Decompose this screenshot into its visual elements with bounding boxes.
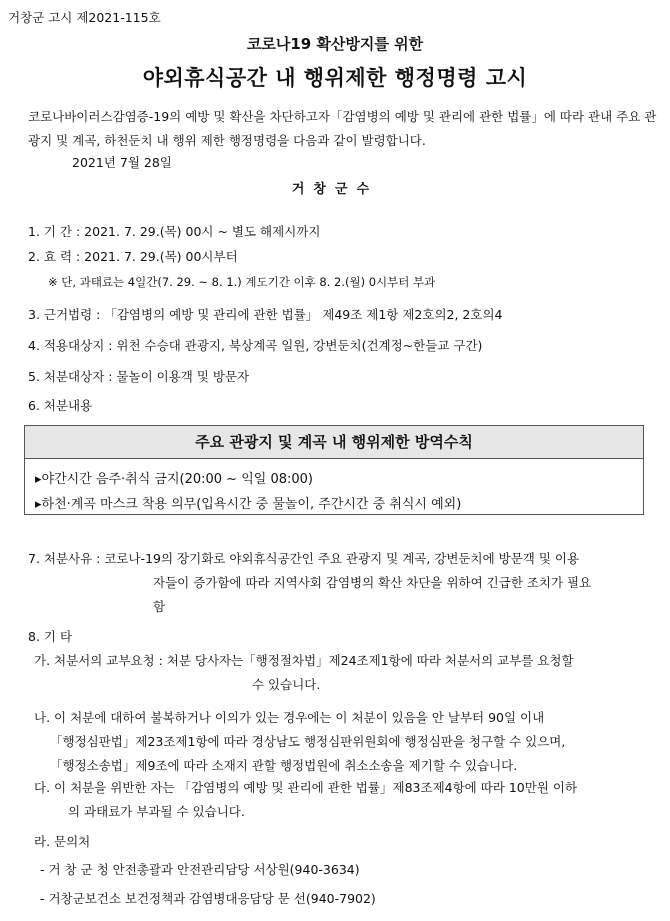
reason-line-2: 자들이 증가함에 따라 지역사회 감염병의 확산 차단을 위하여 긴급한 조치가 필요 — [153, 575, 592, 590]
notice-title: 야외휴식공간 내 행위제한 행정명령 고시 — [142, 66, 528, 90]
rule-item-night-ban: ▸야간시간 음주·취식 금지(20:00 ~ 익일 08:00) — [35, 472, 313, 487]
other-ga — [34, 649, 664, 697]
contact-line-2: - 거창군보건소 보건정책과 감염병대응담당 문 선(940-7902) — [40, 891, 376, 906]
other-na-line-2: 「행정심판법」제23조제1항에 따라 경상남도 행정심판위원회에 행정심판을 청구할 수 있으며, — [50, 734, 566, 749]
reason-line-3: 함 — [153, 599, 166, 614]
rule-item-mask: ▸하천·계곡 마스크 착용 의무(입욕시간 중 물놀이, 주간시간 중 취식시 예외) — [35, 497, 462, 512]
item-reason — [28, 547, 658, 619]
item-content-label: 6. 처분내용 — [28, 398, 93, 413]
other-da-line-1: 다. 이 처분을 위반한 자는 「감염병의 예방 및 관리에 관한 법률」제83조제4항에 따라 10만원 이하 — [34, 780, 578, 795]
notice-number: 거창군 고시 제2021-115호 — [8, 10, 161, 25]
other-na — [34, 706, 664, 778]
rules-box — [24, 425, 644, 515]
issuer-name: 거창군수 — [291, 182, 379, 197]
item-target-people: 5. 처분대상자 : 물놀이 이용객 및 방문자 — [28, 369, 250, 384]
other-ga-line-2: 수 있습니다. — [252, 677, 321, 692]
item-period: 1. 기 간 : 2021. 7. 29.(목) 00시 ~ 별도 해제시까지 — [28, 224, 321, 239]
other-da — [34, 776, 664, 824]
other-ga-line-1: 가. 처분서의 교부요청 : 처분 당사자는「행정절차법」제24조제1항에 따라 처분서의 교부를 요청할 — [34, 653, 574, 668]
other-na-line-3: 「행정소송법」제9조에 따라 소재지 관할 행정법원에 취소소송을 제기할 수 있습니다. — [50, 758, 518, 773]
item-other-label: 8. 기 타 — [28, 629, 73, 644]
intro-paragraph: 코로나바이러스감염증-19의 예방 및 확산을 차단하고자「감염병의 예방 및 관리에 관한 법률」에 따라 관내 주요 관광지 및 계곡, 하천둔치 내 행위 제한 행정명령을 다음과 같이 발령합니다. — [28, 109, 657, 148]
item-legal-basis: 3. 근거법령 : 「감염병의 예방 및 관리에 관한 법률」 제49조 제1항 제2호의2, 2호의4 — [28, 307, 503, 322]
item-effective: 2. 효 력 : 2021. 7. 29.(목) 00시부터 — [28, 249, 238, 264]
item-target-area: 4. 적용대상지 : 위천 수승대 관광지, 북상계곡 일원, 강변둔치(건계정~한들교 구간) — [28, 338, 483, 353]
other-na-line-1: 나. 이 처분에 대하여 불복하거나 이의가 있는 경우에는 이 처분이 있음을 안 날부터 90일 이내 — [34, 710, 545, 725]
issue-date: 2021년 7월 28일 — [72, 155, 172, 170]
other-da-line-2: 의 과태료가 부과될 수 있습니다. — [68, 804, 245, 819]
notice-subtitle: 코로나19 확산방지를 위한 — [246, 35, 424, 53]
rules-box-title: 주요 관광지 및 계곡 내 행위제한 방역수칙 — [25, 426, 643, 459]
reason-line-1: 7. 처분사유 : 코로나-19의 장기화로 야외휴식공간인 주요 관광지 및 계곡, 강변둔치에 방문객 및 이용 — [28, 551, 580, 566]
contact-line-1: - 거 창 군 청 안전총괄과 안전관리담당 서상원(940-3634) — [40, 862, 360, 877]
item-effective-note: ※ 단, 과태료는 4일간(7. 29. ~ 8. 1.) 계도기간 이후 8. 2.(월) 0시부터 부과 — [48, 275, 436, 289]
other-ra: 라. 문의처 — [34, 834, 91, 849]
